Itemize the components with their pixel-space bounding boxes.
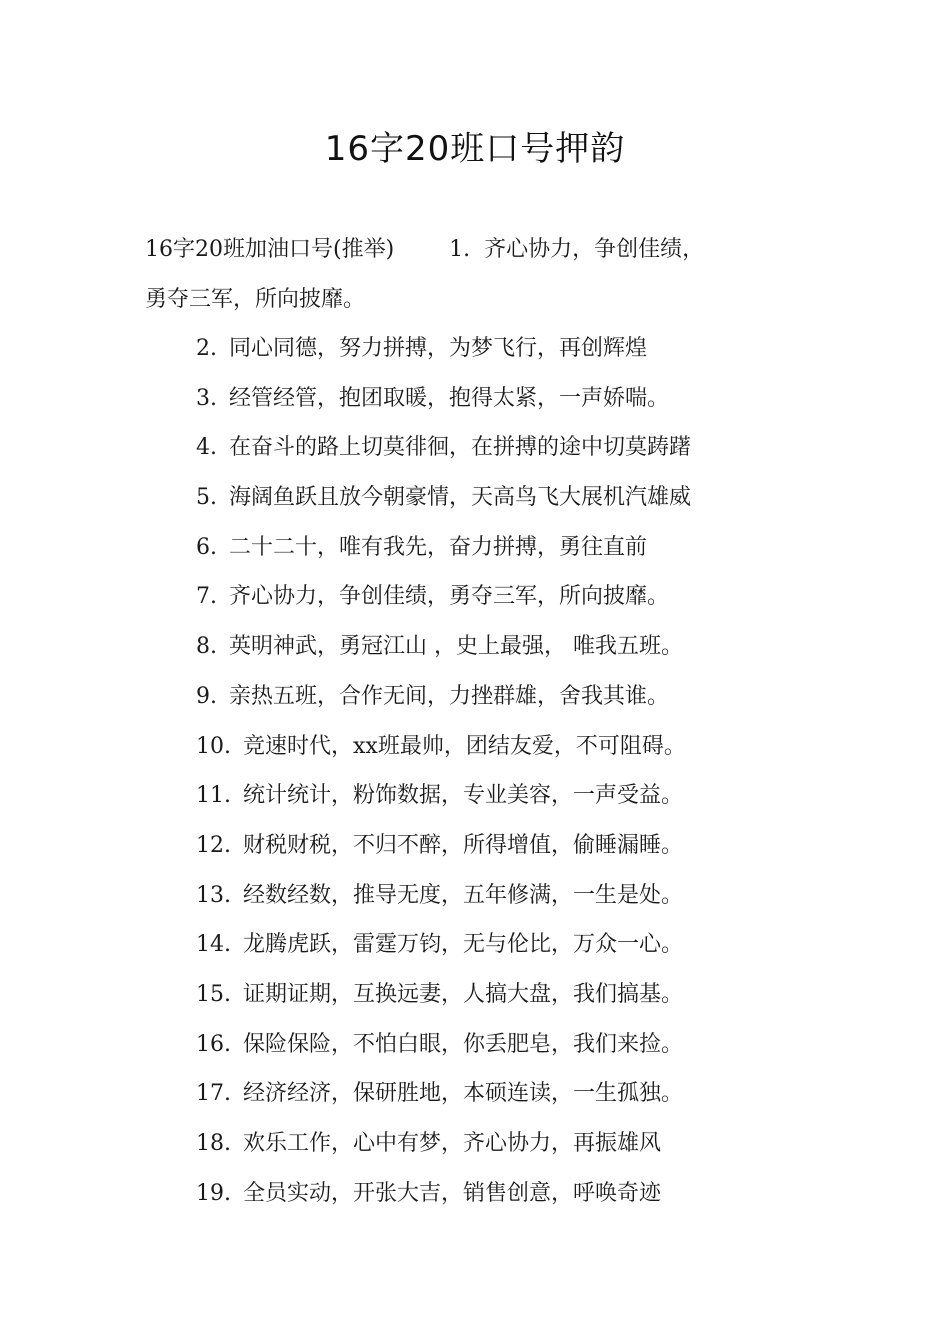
item-number: 4. [196, 435, 217, 461]
item-number: 15. [196, 981, 231, 1007]
item-number: 6. [196, 534, 217, 560]
list-item [196, 1119, 836, 1169]
document-title: 16字20班口号押韵 [324, 129, 626, 169]
item-number: 9. [196, 683, 217, 709]
item-text: 齐心协力，争创佳绩，勇夺三军，所向披靡。 [229, 584, 670, 610]
item-number: 16. [196, 1031, 231, 1057]
item-text: 欢乐工作，心中有梦，齐心协力，再振雄风 [243, 1131, 662, 1156]
item-text: 齐心协力，争创佳绩， [484, 237, 705, 262]
list-item [196, 771, 836, 821]
list-item [196, 572, 836, 622]
item-number: 13. [196, 882, 231, 908]
item-text: 保险保险，不怕白眼，你丢肥皂，我们来捡。 [243, 1031, 684, 1057]
item-number: 14. [196, 932, 231, 958]
item-number: 19. [196, 1180, 231, 1206]
item-number: 10. [196, 733, 231, 759]
item-text: 亲热五班，合作无间，力挫群雄，舍我其谁。 [229, 683, 670, 709]
slogan-list [196, 324, 836, 1218]
item-number: 8. [196, 634, 217, 660]
item-text: 竞速时代，xx班最帅，团结友爱，不可阻碍。 [243, 733, 686, 759]
list-item [196, 871, 836, 921]
list-item [196, 324, 836, 374]
list-item [196, 374, 836, 424]
list-item [196, 1069, 836, 1119]
item-number: 2. [196, 336, 217, 361]
list-item [196, 1169, 836, 1219]
item-text: 财税财税，不归不醉，所得增值，偷睡漏睡。 [243, 832, 684, 858]
item-number: 17. [196, 1081, 231, 1107]
list-item [196, 920, 836, 970]
list-item [196, 970, 836, 1020]
item-text: 经数经数，推导无度，五年修满，一生是处。 [243, 882, 684, 908]
list-item [196, 1020, 836, 1070]
item-number: 11. [196, 783, 231, 809]
item-text: 海阔鱼跃且放今朝豪情，天高鸟飞大展机汽雄威 [229, 485, 692, 511]
item-text: 经管经管，抱团取暖，抱得太紧，一声娇喘。 [229, 385, 670, 411]
list-item [196, 423, 836, 473]
list-item [196, 722, 836, 772]
list-item [196, 523, 836, 573]
item-text: 二十二十，唯有我先，奋力拼搏，勇往直前 [229, 534, 648, 560]
item-text-continued: 勇夺三军，所向披靡。 [145, 287, 366, 312]
item-text: 统计统计，粉饰数据，专业美容，一声受益。 [243, 783, 684, 809]
list-item [196, 821, 836, 871]
intro-paragraph [145, 225, 815, 325]
item-text: 龙腾虎跃，雷霆万钧，无与伦比，万众一心。 [243, 932, 684, 958]
list-item [196, 672, 836, 722]
item-text: 同心同德，努力拼搏，为梦飞行，再创辉煌 [229, 336, 648, 361]
item-text: 在奋斗的路上切莫徘徊，在拼搏的途中切莫踌躇 [229, 435, 692, 461]
item-text: 经济经济，保研胜地，本硕连读，一生孤独。 [243, 1081, 684, 1107]
item-text: 英明神武，勇冠江山 ，史上最强， 唯我五班。 [229, 634, 683, 660]
item-number: 18. [196, 1131, 231, 1156]
item-text: 证期证期，互换远妻，人搞大盘，我们搞基。 [243, 981, 684, 1007]
item-text: 全员实动，开张大吉，销售创意，呼唤奇迹 [243, 1180, 662, 1206]
list-item [196, 622, 836, 672]
item-number: 12. [196, 832, 231, 858]
item-number: 5. [196, 485, 217, 511]
item-number: 7. [196, 584, 217, 610]
intro-lead: 16字20班加油口号(推举) [145, 237, 395, 262]
item-number: 1. [449, 237, 471, 262]
list-item [196, 473, 836, 523]
item-number: 3. [196, 385, 217, 411]
